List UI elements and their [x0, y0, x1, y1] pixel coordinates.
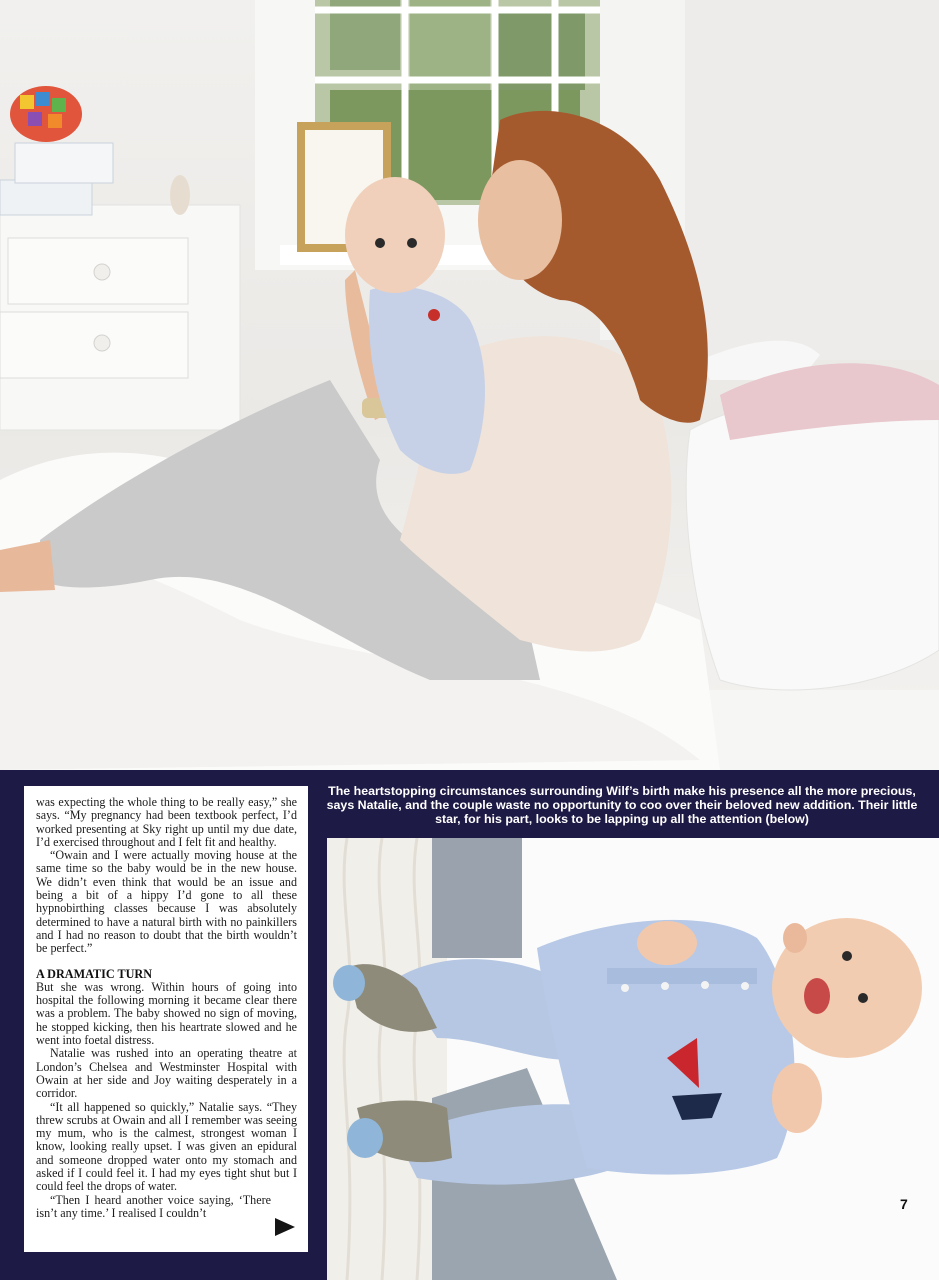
photo-caption: The heartstopping circumstances surrounding Wilf’s birth make his presence all the more precious, says Natalie, and the couple waste no opportunity to coo over their beloved new addition. Their little star, for his part, looks to be lapping up all the attention (below) [326, 784, 918, 827]
baby-photo [327, 838, 939, 1280]
elephant-toy [10, 86, 82, 142]
article-paragraph: “Then I heard another voice saying, ‘There isn’t any time.’ I realised I couldn’t [36, 1192, 271, 1220]
article-body [24, 786, 308, 1252]
continue-arrow-icon[interactable] [275, 1218, 295, 1236]
article-paragraph: Natalie was rushed into an operating theatre at London’s Chelsea and Westminster Hospital with Owain at her side and Joy waiting desperately in a corridor. [36, 1046, 297, 1101]
article-subheading: A DRAMATIC TURN [36, 966, 153, 981]
baby-illustration [327, 838, 939, 1280]
article-paragraph: “Owain and I were actually moving house at the same time so the baby would be in the new house. We didn’t even think that would be an issue and being a bit of a hippy I’d gone to all these hypnobirthing classes because I was absolutely determined to have a natural birth with no painkillers and I had no reason to doubt that the birth wouldn’t be perfect.” [36, 848, 297, 956]
page-number: 7 [900, 1196, 908, 1212]
article-paragraph: “It all happened so quickly,” Natalie says. “They threw scrubs at Owain and all I remember was seeing my mum, who is the calmest, strongest woman I know, looking really upset. I was given an epidural and someone dropped water onto my stomach and asked if I could feel it. I had my eyes tight shut but I could feel the drops of water. [36, 1099, 297, 1194]
article-paragraph: was expecting the whole thing to be really easy,” she says. “My pregnancy had been textbook perfect, I’d worked presenting at Sky right up until my due date, I’d exercised throughout and I felt fit and healthy. [36, 795, 297, 849]
article-paragraph: But she was wrong. Within hours of going into hospital the following morning it became clear there was a problem. The baby showed no sign of moving, he stopped kicking, then his heartrate slowed and he went into foetal distress. [36, 979, 297, 1048]
